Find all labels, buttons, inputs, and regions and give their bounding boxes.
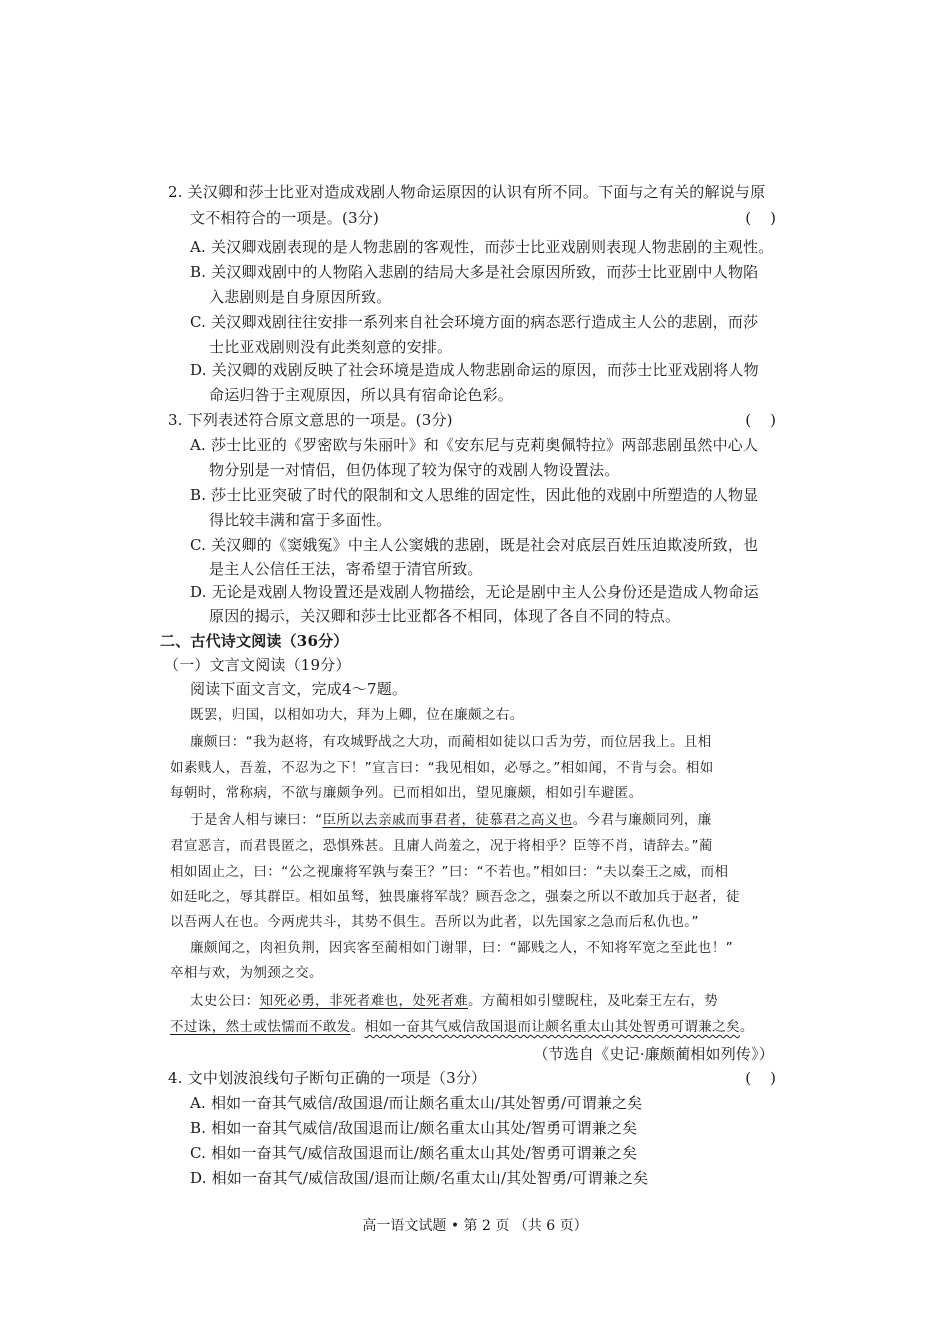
passage-para-3-tail: 。今君与廉颇同列，廉 [572,812,712,828]
q3-option-b-cont: 得比较丰满和富于多面性。 [209,511,392,529]
section-title: 二、古代诗文阅读（36分） [160,632,349,650]
passage-para-3-line-1 [190,809,712,831]
q2-option-d: D. 关汉卿的戏剧反映了社会环境是造成人物悲剧命运的原因，而莎士比亚戏剧将人物 [190,361,759,379]
passage-para-3-line-4: 如廷叱之，辱其群臣。相如虽驽，独畏廉将军哉？顾吾念之，强秦之所以不敢加兵于赵者，徒 [170,889,740,905]
q2-option-c-cont: 士比亚戏剧则没有此类刻意的安排。 [209,338,453,356]
q4-option-d: D. 相如一奋其气/威信敌国/退而让颇/名重太山/其处智勇/可谓兼之矣 [190,1169,649,1187]
underlined-sentence-1: 臣所以去亲戚而事君者，徒慕君之高义也 [322,812,573,828]
q3-stem: 3. 下列表述符合原文意思的一项是。(3分) [168,411,453,429]
page-footer: 高一语文试题 • 第 2 页 （共 6 页） [362,1218,588,1234]
passage-para-5-tail: 。方蔺相如引璧睨柱，及叱秦王左右，势 [468,993,719,1009]
q2-option-c: C. 关汉卿戏剧往往安排一系列来自社会环境方面的病态恶行造成主人公的悲剧，而莎 [190,313,759,331]
q2-stem-line2: 文不相符合的一项是。(3分) [190,209,380,227]
passage-para-4-line-2: 卒相与欢，为刎颈之交。 [170,965,323,981]
q4-option-c: C. 相如一奋其气/威信敌国退而让/颇名重太山其处/智勇可谓兼之矣 [190,1144,638,1162]
underlined-sentence-2-cont: 不过诛，然士或怯懦而不敢发 [170,1019,351,1035]
subsection-title: （一）文言文阅读（19分） [164,656,351,674]
q4-option-a: A. 相如一奋其气威信/敌国退/而让颇名重太山/其处智勇/可谓兼之矣 [190,1094,643,1112]
q2-option-b-cont: 入悲剧则是自身原因所致。 [209,288,392,306]
passage-para-4-line-1: 廉颇闻之，肉袒负荆，因宾客至蔺相如门谢罪，曰：“鄙贱之人，不知将军宽之至此也！” [190,940,733,956]
passage-para-5-line-1 [190,990,718,1012]
q2-option-a: A. 关汉卿戏剧表现的是人物悲剧的客观性，而莎士比亚戏剧则表现人物悲剧的主观性。 [190,238,774,256]
passage-para-2-line-2: 如素贱人，吾羞，不忍为之下！”宣言曰：“我见相如，必辱之。”相如闻，不肯与会。相如 [170,760,714,776]
reading-instruction: 阅读下面文言文，完成4～7题。 [190,680,408,698]
period-mark-end: 。 [739,1019,754,1035]
q3-option-a: A. 莎士比亚的《罗密欧与朱丽叶》和《安东尼与克莉奥佩特拉》两部悲剧虽然中心人 [190,436,759,454]
passage-para-5-line-2 [170,1016,754,1038]
q3-option-d: D. 无论是戏剧人物设置还是戏剧人物描绘，无论是剧中主人公身份还是造成人物命运 [190,583,759,601]
wavy-underlined-sentence: 相如一奋其气威信敌国退而让颇名重太山其处智勇可谓兼之矣 [364,1019,740,1035]
passage-para-3-line-3: 相如固止之，曰：“公之视廉将军孰与秦王？”曰：“不若也。”相如曰：“夫以秦王之威，而相 [170,864,729,880]
q2-stem-line1: 2. 关汉卿和莎士比亚对造成戏剧人物命运原因的认识有所不同。下面与之有关的解说与原 [168,183,766,201]
passage-para-2-line-3: 每朝时，常称病，不欲与廉颇争列。已而相如出，望见廉颇，相如引车避匿。 [170,785,643,801]
q4-option-b: B. 相如一奋其气威信/敌国退而让/颇名重太山其处/智勇可谓兼之矣 [190,1119,638,1137]
taishigong-lead: 太史公曰： [190,993,260,1009]
q3-answer-paren: ( ) [745,411,776,429]
q3-option-c: C. 关汉卿的《窦娥冤》中主人公窦娥的悲剧，既是社会对底层百姓压迫欺凌所致，也 [190,536,759,554]
underlined-sentence-2: 知死必勇，非死者难也，处死者难 [259,993,468,1009]
q2-option-b: B. 关汉卿戏剧中的人物陷入悲剧的结局大多是社会原因所致，而莎士比亚剧中人物陷 [190,263,759,281]
q3-option-c-cont: 是主人公信任王法，寄希望于清官所致。 [209,560,483,578]
passage-para-3-line-2: 君宣恶言，而君畏匿之，恐惧殊甚。且庸人尚羞之，况于将相乎？臣等不肖，请辞去。”蔺 [170,838,713,854]
q2-option-d-cont: 命运归咎于主观原因，所以具有宿命论色彩。 [209,386,514,404]
q2-answer-paren: ( ) [745,209,776,227]
q3-option-b: B. 莎士比亚突破了时代的限制和文人思维的固定性，因此他的戏剧中所塑造的人物显 [190,486,759,504]
passage-source: （节选自《史记·廉颇蔺相如列传》） [533,1045,774,1063]
passage-para-3-line-5: 以吾两人在也。今两虎共斗，其势不俱生。吾所以为此者，以先国家之急而后私仇也。” [170,914,699,930]
q3-option-d-cont: 原因的揭示，关汉卿和莎士比亚都各不相同，体现了各自不同的特点。 [209,607,681,625]
q4-stem: 4. 文中划波浪线句子断句正确的一项是（3分） [168,1069,487,1087]
passage-para-1: 既罢，归国，以相如功大，拜为上卿，位在廉颇之右。 [190,707,524,723]
passage-para-2-line-1: 廉颇曰：“我为赵将，有攻城野战之大功，而蔺相如徒以口舌为劳，而位居我上。且相 [190,734,712,750]
passage-para-3-lead: 于是舍人相与谏曰：“ [190,812,323,828]
q4-answer-paren: ( ) [745,1069,776,1087]
period-mark: 。 [350,1019,365,1035]
q3-option-a-cont: 物分别是一对情侣，但仍体现了较为保守的戏剧人物设置法。 [209,461,620,479]
